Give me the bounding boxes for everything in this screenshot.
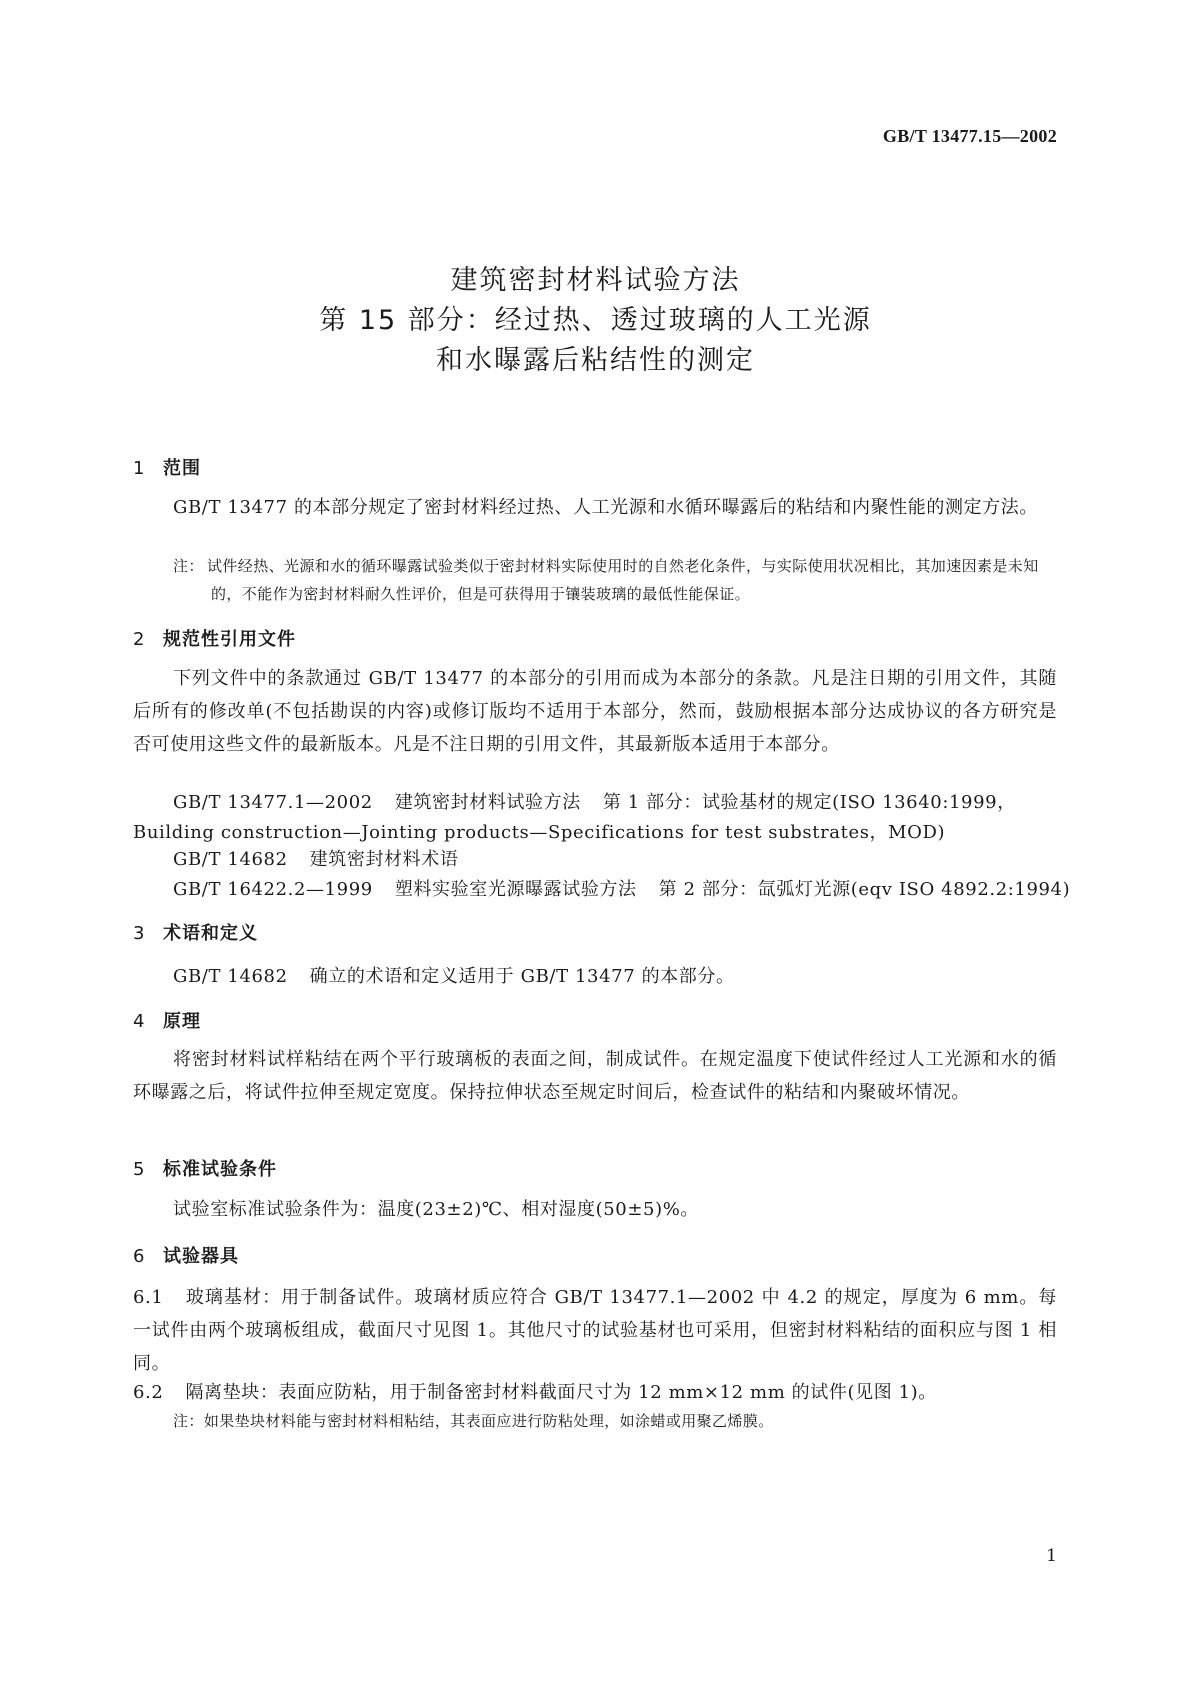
reference-code: GB/T 16422.2—1999 [173, 879, 373, 900]
clause-number: 6.1 [133, 1287, 164, 1308]
reference-title: 建筑密封材料术语 [309, 849, 459, 870]
note-text: 试件经热、光源和水的循环曝露试验类似于密封材料实际使用时的自然老化条件，与实际使用状况相比，其加速因素是未知的，不能作为密封材料耐久性评价，但是可获得用于镶装玻璃的最低性能保证。 [207, 557, 1039, 603]
section-1-heading [133, 454, 201, 480]
section-5-heading [133, 1155, 277, 1181]
section-6-note [173, 1410, 774, 1431]
document-title-line-1: 建筑密封材料试验方法 [450, 265, 741, 296]
section-number: 3 [133, 923, 146, 944]
clause-text: 隔离垫块：表面应防粘，用于制备密封材料截面尺寸为 12 mm×12 mm 的试件(见图 1)。 [185, 1382, 937, 1403]
reference-1-english: Building construction—Jointing products—Specifications for test substrates，MOD) [133, 822, 946, 843]
section-5-text: 试验室标准试验条件为：温度(23±2)℃、相对湿度(50±5)%。 [173, 1199, 700, 1220]
term-reference-text: 确立的术语和定义适用于 GB/T 13477 的本部分。 [309, 966, 735, 987]
reference-title: 建筑密封材料试验方法 [394, 792, 581, 813]
reference-part: 第 2 部分：氙弧灯光源(eqv ISO 4892.2:1994) [658, 879, 1071, 900]
section-3-text [173, 962, 735, 988]
page-number: 1 [1046, 1546, 1057, 1566]
reference-1 [173, 788, 1016, 814]
document-title-line-3: 和水曝露后粘结性的测定 [436, 345, 755, 376]
section-title: 试验器具 [163, 1246, 239, 1267]
reference-part: 第 1 部分：试验基材的规定(ISO 13640:1999， [602, 792, 1016, 813]
standard-number: GB/T 13477.15—2002 [882, 126, 1057, 146]
section-number: 1 [133, 458, 146, 479]
note-text: 如果垫块材料能与密封材料相粘结，其表面应进行防粘处理，如涂蜡或用聚乙烯膜。 [203, 1412, 774, 1430]
clause-text: 玻璃基材：用于制备试件。玻璃材质应符合 GB/T 13477.1—2002 中 4.2 的规定，厚度为 6 mm。每一试件由两个玻璃板组成，截面尺寸见图 1。其他尺寸的试验基材也可采用，但密封材料粘结的面积应与图 1 相同。 [133, 1287, 1057, 1374]
section-title: 规范性引用文件 [163, 629, 296, 650]
reference-code: GB/T 14682 [173, 849, 288, 870]
section-number: 4 [133, 1011, 146, 1032]
term-reference-code: GB/T 14682 [173, 966, 288, 987]
reference-2 [173, 845, 458, 871]
section-title: 范围 [163, 458, 201, 479]
section-title: 原理 [163, 1011, 201, 1032]
note-label: 注： [173, 1412, 204, 1430]
section-number: 5 [133, 1159, 146, 1180]
section-1-note [173, 552, 1057, 608]
clause-number: 6.2 [133, 1382, 164, 1403]
note-label: 注： [173, 557, 204, 575]
section-title: 标准试验条件 [163, 1159, 277, 1180]
reference-3 [173, 875, 1070, 901]
reference-title: 塑料实验室光源曝露试验方法 [394, 879, 637, 900]
section-2-heading [133, 625, 296, 651]
section-number: 6 [133, 1246, 146, 1267]
clause-6-1 [133, 1281, 1057, 1380]
section-4-heading [133, 1007, 201, 1033]
clause-6-2 [133, 1378, 937, 1404]
section-3-heading [133, 919, 258, 945]
section-number: 2 [133, 629, 146, 650]
reference-code: GB/T 13477.1—2002 [173, 792, 373, 813]
document-title-line-2: 第 15 部分：经过热、透过玻璃的人工光源 [319, 305, 872, 336]
section-6-heading [133, 1242, 239, 1268]
section-title: 术语和定义 [163, 923, 258, 944]
section-1-paragraph: GB/T 13477 的本部分规定了密封材料经过热、人工光源和水循环曝露后的粘结和内聚性能的测定方法。 [173, 497, 1038, 518]
section-4-paragraph: 将密封材料试样粘结在两个平行玻璃板的表面之间，制成试件。在规定温度下使试件经过人工光源和水的循环曝露之后，将试件拉伸至规定宽度。保持拉伸状态至规定时间后，检查试件的粘结和内聚破坏情况。 [133, 1049, 1057, 1103]
section-2-paragraph: 下列文件中的条款通过 GB/T 13477 的本部分的引用而成为本部分的条款。凡是注日期的引用文件，其随后所有的修改单(不包括勘误的内容)或修订版均不适用于本部分，然而，鼓励根据本部分达成协议的各方研究是否可使用这些文件的最新版本。凡是不注日期的引用文件，其最新版本适用于本部分。 [133, 668, 1057, 755]
